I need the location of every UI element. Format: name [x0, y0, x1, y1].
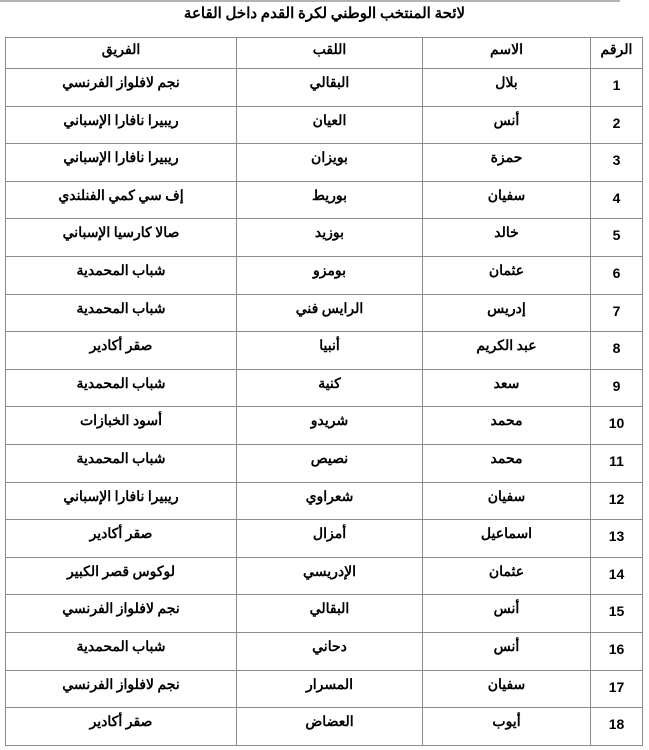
cell-number: 1 [591, 69, 643, 107]
cell-number: 12 [591, 482, 643, 520]
cell-name: أنس [423, 632, 591, 670]
cell-team: شباب المحمدية [6, 632, 237, 670]
cell-team: نجم لافلواز الفرنسي [6, 670, 237, 708]
header-surname: اللقب [237, 38, 423, 69]
cell-team: صقر أكادير [6, 520, 237, 558]
cell-number: 18 [591, 708, 643, 746]
table-row [6, 69, 643, 107]
table-row [6, 181, 643, 219]
cell-name: أيوب [423, 708, 591, 746]
cell-name: محمد [423, 407, 591, 445]
header-team: الفريق [6, 38, 237, 69]
header-number: الرقم [591, 38, 643, 69]
cell-surname: كنية [237, 369, 423, 407]
cell-number: 9 [591, 369, 643, 407]
cell-name: أنس [423, 595, 591, 633]
cell-number: 14 [591, 557, 643, 595]
cell-surname: البقالي [237, 595, 423, 633]
table-row [6, 332, 643, 370]
header-row [6, 38, 643, 69]
cell-team: نجم لافلواز الفرنسي [6, 595, 237, 633]
table-row [6, 256, 643, 294]
cell-surname: الإدريسي [237, 557, 423, 595]
cell-team: صالا كارسيا الإسباني [6, 219, 237, 257]
cell-number: 8 [591, 332, 643, 370]
cell-team: شباب المحمدية [6, 444, 237, 482]
table-row [6, 444, 643, 482]
cell-surname: بويزان [237, 144, 423, 182]
cell-name: سفيان [423, 181, 591, 219]
table-row [6, 595, 643, 633]
cell-team: صقر أكادير [6, 332, 237, 370]
cell-surname: نصيص [237, 444, 423, 482]
cell-name: حمزة [423, 144, 591, 182]
table-row [6, 294, 643, 332]
roster-header [6, 38, 643, 69]
page-title: لائحة المنتخب الوطني لكرة القدم داخل القاعة [183, 6, 466, 22]
cell-number: 15 [591, 595, 643, 633]
cell-name: بلال [423, 69, 591, 107]
cell-surname: أمزال [237, 520, 423, 558]
roster-table [5, 37, 643, 746]
cell-surname: البقالي [237, 69, 423, 107]
cell-name: محمد [423, 444, 591, 482]
cell-surname: بومزو [237, 256, 423, 294]
cell-number: 5 [591, 219, 643, 257]
cell-number: 13 [591, 520, 643, 558]
cell-name: سفيان [423, 670, 591, 708]
cell-number: 10 [591, 407, 643, 445]
top-horizontal-rule [0, 0, 620, 2]
cell-number: 16 [591, 632, 643, 670]
table-row [6, 219, 643, 257]
cell-name: عثمان [423, 256, 591, 294]
cell-number: 6 [591, 256, 643, 294]
table-row [6, 482, 643, 520]
cell-team: أسود الخبازات [6, 407, 237, 445]
cell-surname: المسرار [237, 670, 423, 708]
roster-body [6, 69, 643, 746]
table-row [6, 369, 643, 407]
cell-number: 4 [591, 181, 643, 219]
cell-name: أنس [423, 106, 591, 144]
table-row [6, 632, 643, 670]
cell-team: إف سي كمي الفنلندي [6, 181, 237, 219]
cell-name: سعد [423, 369, 591, 407]
cell-name: عثمان [423, 557, 591, 595]
cell-name: إدريس [423, 294, 591, 332]
cell-team: لوكوس قصر الكبير [6, 557, 237, 595]
table-row [6, 670, 643, 708]
cell-number: 11 [591, 444, 643, 482]
table-row [6, 144, 643, 182]
cell-surname: الرايس فني [237, 294, 423, 332]
cell-number: 3 [591, 144, 643, 182]
cell-surname: دحاني [237, 632, 423, 670]
cell-name: عبد الكريم [423, 332, 591, 370]
cell-surname: شريدو [237, 407, 423, 445]
cell-surname: بوزيد [237, 219, 423, 257]
cell-name: اسماعيل [423, 520, 591, 558]
cell-surname: أنبيا [237, 332, 423, 370]
table-row [6, 520, 643, 558]
cell-number: 17 [591, 670, 643, 708]
cell-team: شباب المحمدية [6, 256, 237, 294]
cell-team: نجم لافلواز الفرنسي [6, 69, 237, 107]
cell-name: سفيان [423, 482, 591, 520]
cell-team: ريبيرا نافارا الإسباني [6, 144, 237, 182]
table-row [6, 708, 643, 746]
cell-surname: العضاض [237, 708, 423, 746]
table-row [6, 106, 643, 144]
cell-team: شباب المحمدية [6, 369, 237, 407]
cell-name: خالد [423, 219, 591, 257]
cell-team: شباب المحمدية [6, 294, 237, 332]
table-row [6, 407, 643, 445]
cell-team: صقر أكادير [6, 708, 237, 746]
header-name: الاسم [423, 38, 591, 69]
cell-surname: العيان [237, 106, 423, 144]
table-row [6, 557, 643, 595]
cell-number: 7 [591, 294, 643, 332]
cell-team: ريبيرا نافارا الإسباني [6, 482, 237, 520]
cell-team: ريبيرا نافارا الإسباني [6, 106, 237, 144]
cell-number: 2 [591, 106, 643, 144]
cell-surname: شعراوي [237, 482, 423, 520]
cell-surname: بوريط [237, 181, 423, 219]
